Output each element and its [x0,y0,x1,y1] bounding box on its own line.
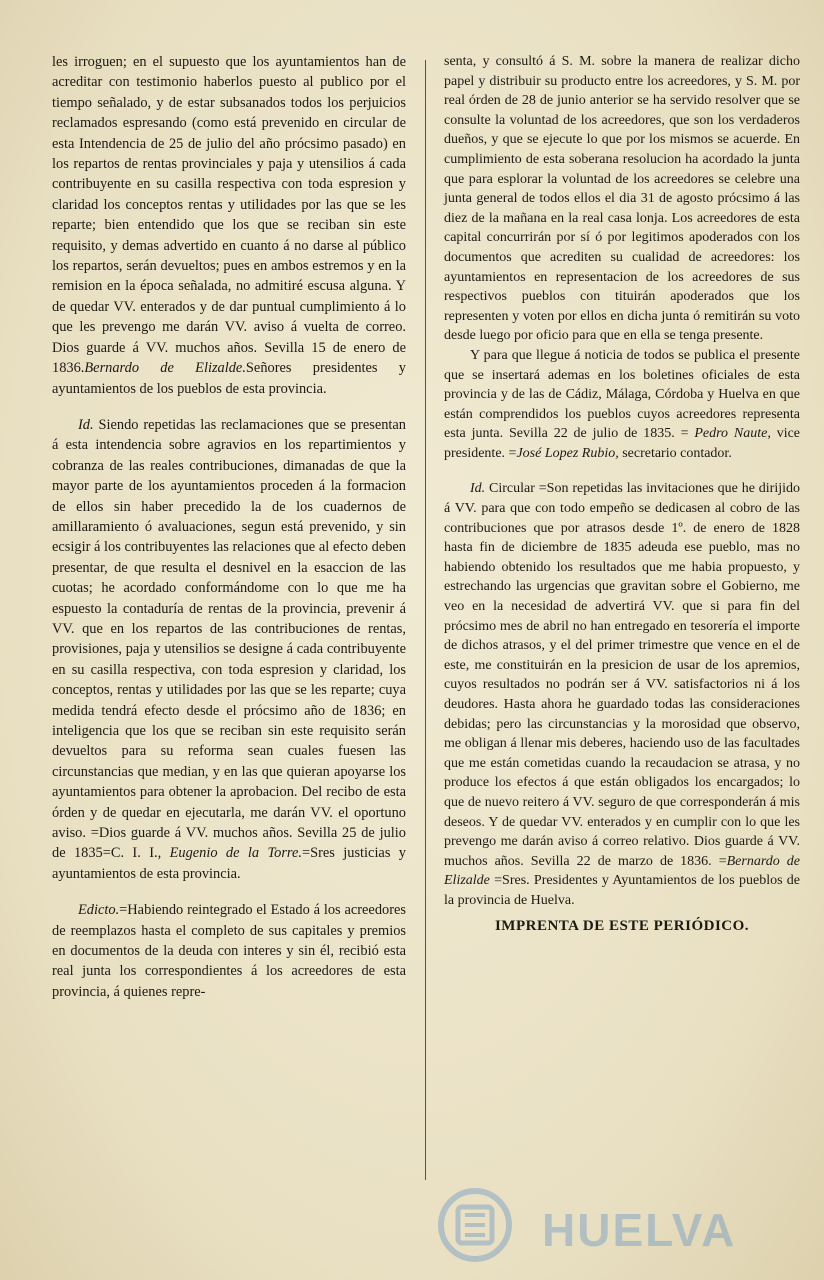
paragraph-body: Circular =Son repetidas las invitaciones que he dirijido á VV. para que con todo empeño se dedicasen al cobro de las contribuciones que por atrasos desde 1º. de enero de 1828 hasta fin de diciembre de 1835 adeuda ese pueblo, mas no habiendo obtenido los resultados que me habia propuesto, y estrechando las urgencias que gravitan sobre el Gobierno, me veo en la necesidad de advertirá VV. que si para fin del prócsimo mes de abril no han entregado en tesorería el importe de dichos atrasos, y el del primer trimestre que vence en el de este, me constituirán en la presicion de usar de los apremios, cuyos resultados no podrán ser á VV. satisfactorios ni á los deudores. Hasta ahora he guardado todas las consideraciones debidas; pero las circunstancias y la morosidad que observo, me obligan á llenar mis deberes, haciendo uso de las facultades que me están cometidas cuando la recaudacion se atrasa, y no produce los efectos á que están obligados los encargados; lo que de nuevo reitero á VV. seguro de que corresponderán á mis deseos. Y de quedar VV. enterados y en cumplir con lo que les prevengo me darán aviso á correo relativo. Dios guarde á VV. muchos años. Sevilla 22 de marzo de 1836. = [444,481,801,869]
signature: Pedro Naute, [694,426,771,442]
signature: Bernardo de Elizalde [444,853,800,889]
signature: José Lopez Rubio, [516,445,619,461]
paragraph-body: senta, y consultó á S. M. sobre la manera de realizar dicho papel y distribuir su producto entre los acreedores, y S. M. por real órden de 28 de junio anterior se ha servido resolver que se consulte la voluntad de los acreedores, que son los verdaderos dueños, y que se ejecute lo que por los mismos se acuerde. En cumplimiento de esta soberana resolucion ha acordado la junta que para esplorar la voluntad de los acreedores se celebre una junta general de todos ellos el dia 31 de agosto prócsimo á las diez de la mañana en la real casa lonja. Los acreedores de esta capital concurrirán por sí ó por legitimos apoderados con los documentos que acrediten su cualidad de acreedores: los ayuntamientos en representacion de los acreedores de sus respectivos pueblos con tituirán apoderados que los representen y voten por ellos en dicha junta ó remitirán su voto desde luego por oficio para que en ella se tenga presente. [444,54,800,344]
paragraph-body: les irroguen; en el supuesto que los ayuntamientos han de acreditar con testimonio haberlos puesto al publico por el tiempo señalado, y de estar subsanados todos los perjuicios reclamados espresando (como está prevenido en circular de esta Intendencia de 25 de julio del año prócsimo pasado) en los repartos de rentas provinciales y paja y utensilios á cada contribuyente en su casilla respectiva con toda espresion y claridad los conceptos rentas y utilidades por las que se les reparte; bien entendido que los que se reciban sin este requisito, y demas advertido en cuanto á no darse al público los repartos, serán devueltos; pues en ambos estremos y en la remision en la época señalada, no admitiré escusa alguna. Y de quedar VV. enterados y de dar puntual cumplimiento á lo que les prevengo me darán VV. aviso á vuelta de correo. Dios guarde á VV. muchos años. Sevilla 15 de enero de 1836. [52,54,406,377]
paragraph-lead: Edicto. [78,902,120,919]
paragraph-lead: Id. [78,416,94,433]
paragraph-closing: Señores presidentes y ayuntamientos de los pueblos de esta provincia. [52,360,406,397]
library-watermark [420,1185,740,1265]
column-divider [425,60,426,1180]
watermark-text: HUELVA [542,1204,737,1256]
signature: Eugenio de la Torre. [169,845,302,862]
paragraph-closing: secretario contador. [622,445,732,461]
signature: Bernardo de Elizalde. [84,360,246,377]
paragraph-lead: Id. [470,481,486,497]
imprint-line: IMPRENTA DE ESTE PERIÓDICO. [494,917,750,934]
text-paragraph [444,52,800,346]
paragraph-body: Y para que llegue á noticia de todos se publica el presente que se insertará ademas en los boletines oficiales de esta provincia y de las de Cádiz, Málaga, Córdoba y Huelva en que están comprendidos los pueblos cuyos acreedores representa esta junta. Sevilla 22 de julio de 1835. = [444,347,800,442]
text-paragraph [52,415,406,884]
text-paragraph [52,900,406,1002]
text-paragraph [444,346,800,464]
paragraph-body: Siendo repetidas las reclamaciones que se presentan á esta intendencia sobre agravios en los repartimientos y cobranza de las reales contribuciones, dimanadas de que la mayor parte de los ayuntamientos proceden á la formacion de ellos sin haber precedido la de los cuadernos de amillaramiento ó avaluaciones, segun está prevenido, y sin ecsigir á los contribuyentes las relaciones que al efecto deben presentar, de que resulta el desnivel en la esaccion de las cuotas; he acordado conformándome con lo que me ha espuesto la contaduría de rentas de la provincia, prevenir á VV. que en los repartos de las contribuciones de rentas, provisiones, paja y utensilios se designe á cada contribuyente en su casilla respectiva, con toda espresion y claridad, los conceptos, rentas y utilidades por las que se les reparte; cuya medida tendrá efecto desde el prócsimo año de 1836; en inteligencia que los que se reciban sin este requisito serán devueltos para su reforma sean cuales fuesen las circunstancias que median, y en las que quieran apoyarse los ayuntamientos para obtener la aprobacion. Del recibo de esta órden y de quedar en ejecutarla, me darán VV. el oportuno aviso. =Dios guarde á VV. muchos años. Sevilla 25 de julio de 1835=C. I. I., [52,416,406,862]
paragraph-closing: =Sres justicias y ayuntamientos de esta provincia. [52,845,406,882]
paragraph-body: vice presidente. = [444,426,801,461]
left-column [52,52,406,1002]
text-paragraph [52,52,406,399]
paragraph-body: =Habiendo reintegrado el Estado á los acreedores de reemplazos hasta el completo de sus capitales y premios en documentos de la deuda con interes y sin él, recibió esta real junta los correspondientes á los acreedores de esta provincia, á quienes repre- [52,902,406,1000]
text-paragraph [444,479,800,910]
paragraph-closing: =Sres. Presidentes y Ayuntamientos de los pueblos de la provincia de Huelva. [444,873,801,908]
right-column [444,52,800,936]
crest-icon [420,1185,530,1265]
